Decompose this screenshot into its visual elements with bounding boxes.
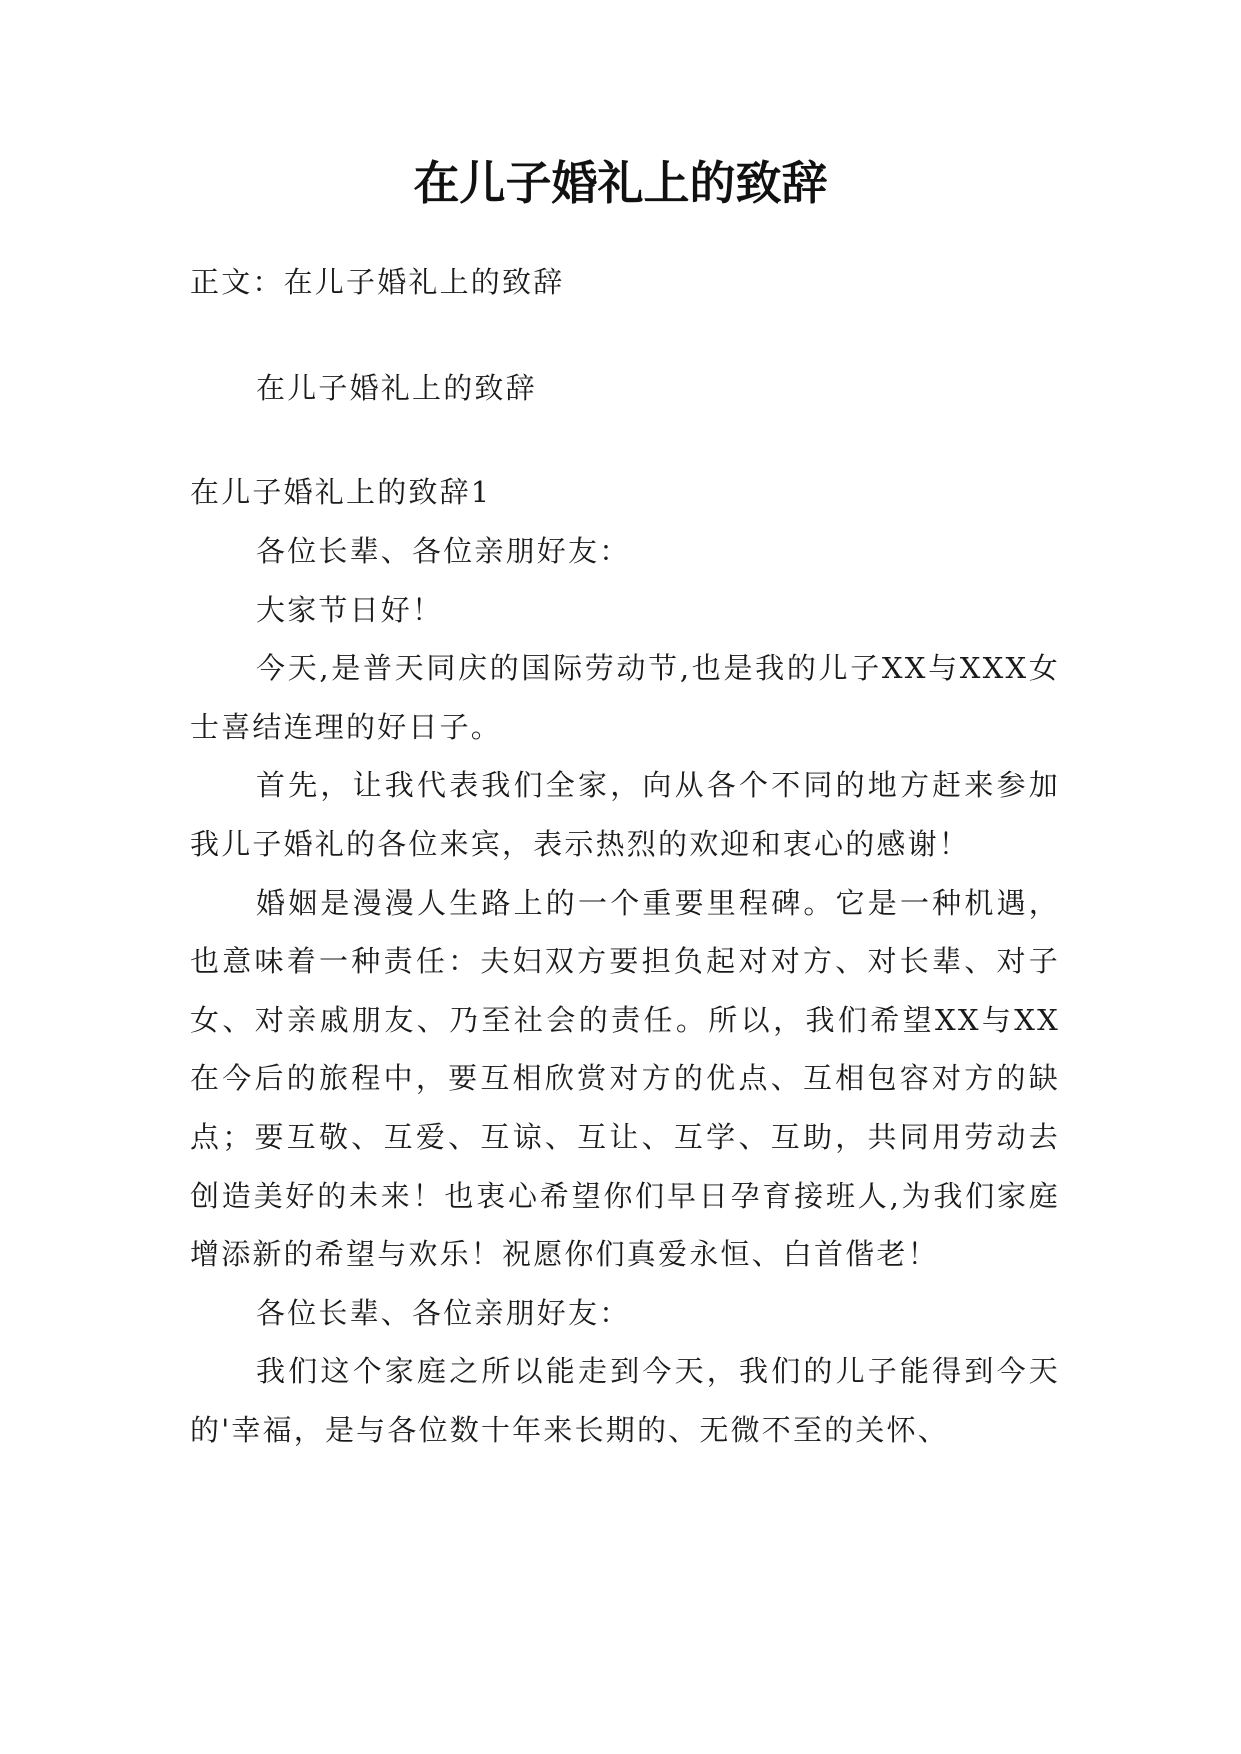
document-title: 在儿子婚礼上的致辞 bbox=[413, 156, 828, 210]
paragraph-welcome: 首先，让我代表我们全家，向从各个不同的地方赶来参加我儿子婚礼的各位来宾，表示热烈的欢迎和衷心的感谢！ bbox=[190, 768, 1060, 861]
paragraph-greeting: 各位长辈、各位亲朋好友： bbox=[256, 534, 631, 568]
subtitle-line: 在儿子婚礼上的致辞 bbox=[256, 371, 537, 405]
paragraph-greeting-2: 各位长辈、各位亲朋好友： bbox=[256, 1295, 631, 1330]
label-line: 正文：在儿子婚礼上的致辞 bbox=[190, 265, 565, 299]
speech-body bbox=[190, 522, 1060, 1460]
paragraph-marriage-wishes: 婚姻是漫漫人生路上的一个重要里程碑。它是一种机遇，也意味着一种责任：夫妇双方要担负起对对方、对长辈、对子女、对亲戚朋友、乃至社会的责任。所以，我们希望XX与XX在今后的旅程中，要互相欣赏对方的优点、互相包容对方的缺点；要互敬、互爱、互谅、互让、互学、互助，共同用劳动去创造美好的未来！也衷心希望你们早日孕育接班人,为我们家庭增添新的希望与欢乐！祝愿你们真爱永恒、白首偕老！ bbox=[190, 885, 1060, 1272]
paragraph-holiday-greeting: 大家节日好！ bbox=[256, 592, 444, 627]
paragraph-thanks: 我们这个家庭之所以能走到今天，我们的儿子能得到今天的'幸福，是与各位数十年来长期的、无微不至的关怀、 bbox=[190, 1354, 1060, 1447]
paragraph-occasion: 今天,是普天同庆的国际劳动节,也是我的儿子XX与XXX女士喜结连理的好日子。 bbox=[190, 651, 1060, 744]
section-heading: 在儿子婚礼上的致辞1 bbox=[190, 475, 492, 509]
